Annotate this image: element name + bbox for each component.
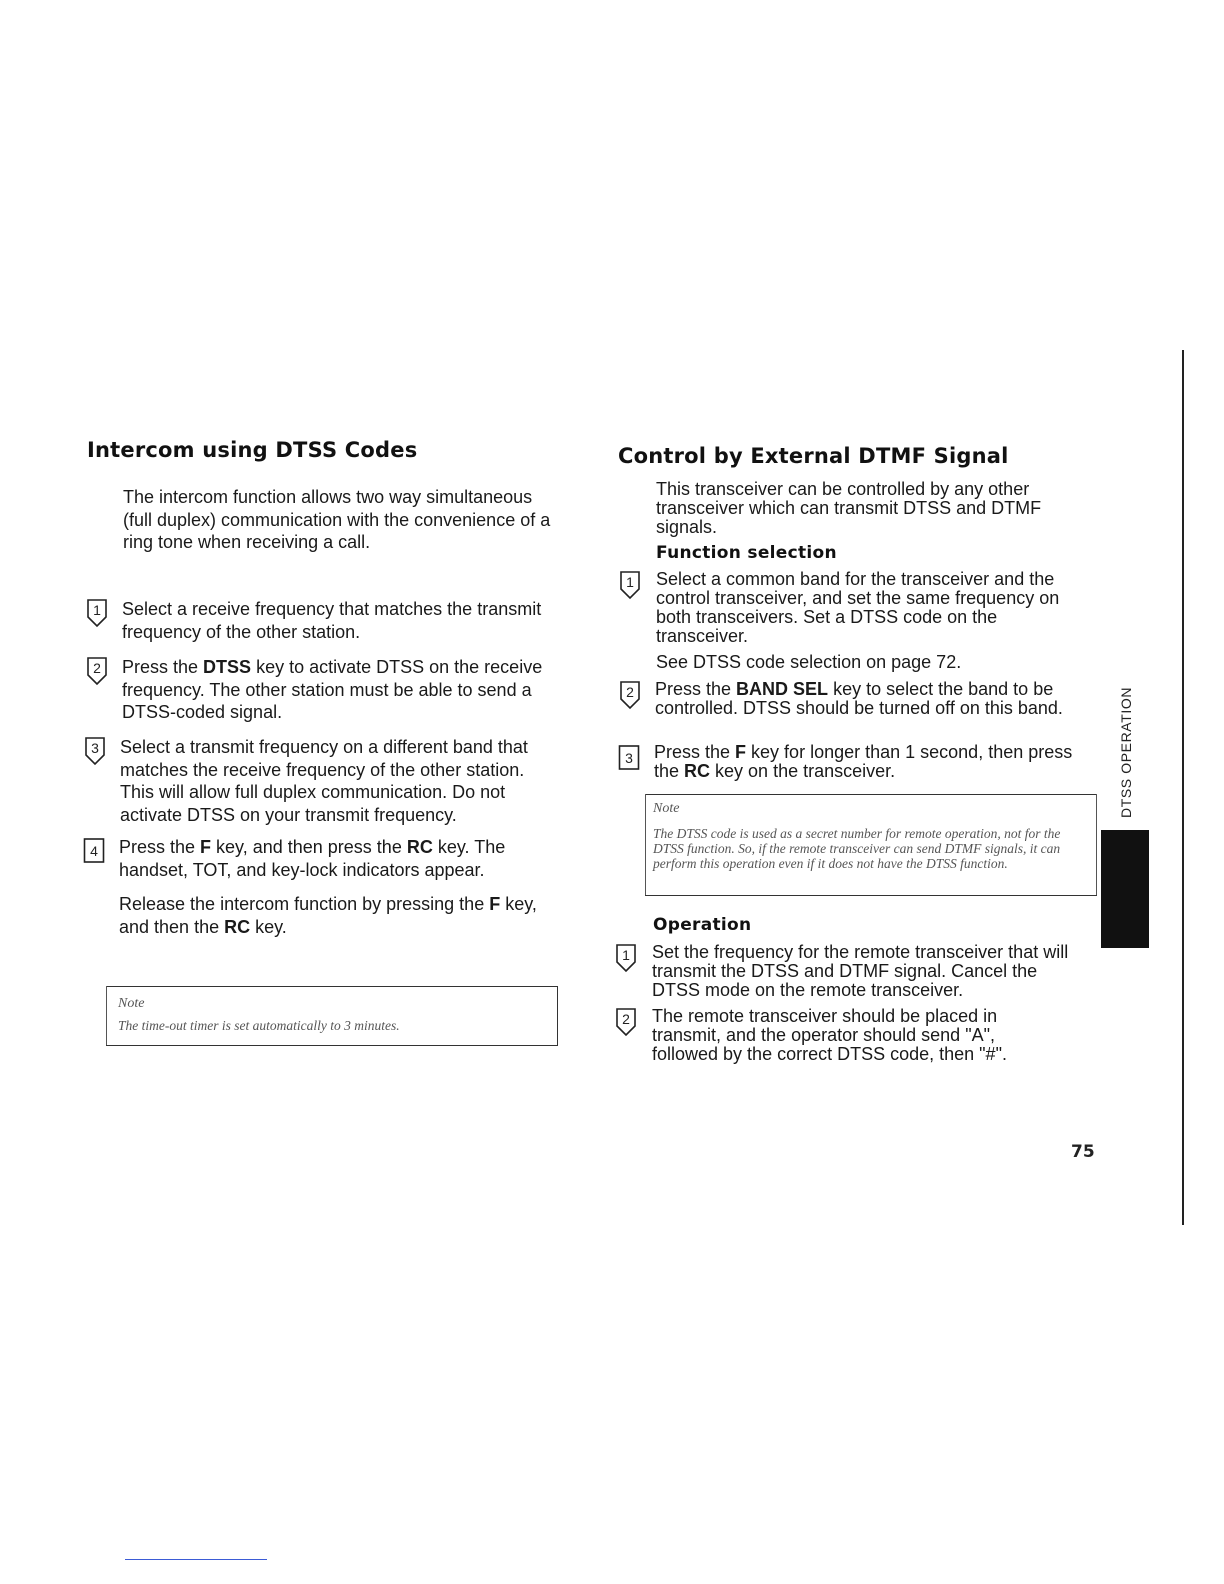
side-tab-block (1101, 830, 1149, 948)
step-text: Press the BAND SEL key to select the band to be controlled. DTSS should be turned off on this band. (655, 679, 1063, 718)
step-marker-icon (615, 1007, 637, 1037)
page-number: 75 (1071, 1142, 1095, 1162)
note-bottom-rule (106, 1045, 558, 1046)
step-number: 4 (90, 843, 98, 859)
left-heading: Intercom using DTSS Codes (87, 438, 418, 462)
right-intro: This transceiver can be controlled by any other transceiver which can transmit DTSS and DTMF signals. (656, 479, 1042, 537)
step-marker-icon (619, 570, 641, 600)
step-box-icon (83, 836, 105, 866)
note-top-rule (106, 986, 558, 987)
step-number: 1 (622, 947, 630, 963)
step-number: 2 (93, 660, 101, 676)
note-label: Note (118, 996, 145, 1011)
step-marker-icon (86, 598, 108, 628)
step-marker-icon (619, 680, 641, 710)
footer-link-rule (125, 1559, 267, 1560)
step-text: Press the F key for longer than 1 second, then press the RC key on the transceiver. (654, 742, 1073, 781)
function-selection-title: Function selection (656, 543, 837, 563)
step-number: 2 (622, 1011, 630, 1027)
left-note-box (106, 986, 558, 1046)
left-intro: The intercom function allows two way simultaneous (full duplex) communication with the convenience of a ring tone when receiving a call. (123, 487, 551, 552)
step-text: Set the frequency for the remote transceiver that will transmit the DTSS and DTMF signal. Cancel the DTSS mode on the remote transceiver. (652, 942, 1069, 1000)
left-release-text: Release the intercom function by pressing the F key, and then the RC key. (119, 894, 537, 937)
note-left-rule (645, 794, 646, 896)
step-number: 3 (625, 750, 633, 766)
note-text: The DTSS code is used as a secret number for remote operation, not for the DTSS function. So, if the remote transceiver can send DTMF signals, it can perform this operation even if it does not have the DTSS function. (653, 826, 1061, 871)
step-text: Select a common band for the transceiver and the control transceiver, and set the same frequency on both transceivers. Set a DTSS code on the transceiver. (656, 569, 1060, 646)
step-marker-icon (84, 736, 106, 766)
right-note-box (645, 794, 1097, 896)
step-text: Press the DTSS key to activate DTSS on the receive frequency. The other station must be able to send a DTSS-coded signal. (122, 657, 543, 722)
operation-title: Operation (653, 915, 752, 935)
note-right-rule (557, 986, 558, 1046)
note-text: The time-out timer is set automatically to 3 minutes. (118, 1018, 400, 1033)
step-number: 1 (626, 574, 634, 590)
step-number: 3 (91, 740, 99, 756)
note-top-rule (645, 794, 1097, 795)
note-left-rule (106, 986, 107, 1046)
step-number: 1 (93, 602, 101, 618)
note-label: Note (653, 801, 680, 816)
vertical-margin-rule (1182, 350, 1184, 1225)
step-text: Select a receive frequency that matches the transmit frequency of the other station. (122, 599, 542, 642)
step-text: The remote transceiver should be placed in transmit, and the operator should send "A", followed by the correct DTSS code, then "#". (652, 1006, 1007, 1064)
note-bottom-rule (645, 895, 1097, 896)
see-also-text: See DTSS code selection on page 72. (656, 652, 962, 672)
side-tab-label: DTSS OPERATION (1118, 686, 1134, 818)
step-number: 2 (626, 684, 634, 700)
step-box-icon (618, 743, 640, 773)
step-text: Press the F key, and then press the RC key. The handset, TOT, and key-lock indicators appear. (119, 837, 506, 880)
note-right-rule (1096, 794, 1097, 896)
step-marker-icon (615, 943, 637, 973)
right-heading: Control by External DTMF Signal (618, 444, 1009, 468)
step-text: Select a transmit frequency on a different band that matches the receive frequency of the other station. This will allow full duplex communication. Do not activate DTSS on your transmit frequency. (120, 737, 528, 825)
step-marker-icon (86, 656, 108, 686)
